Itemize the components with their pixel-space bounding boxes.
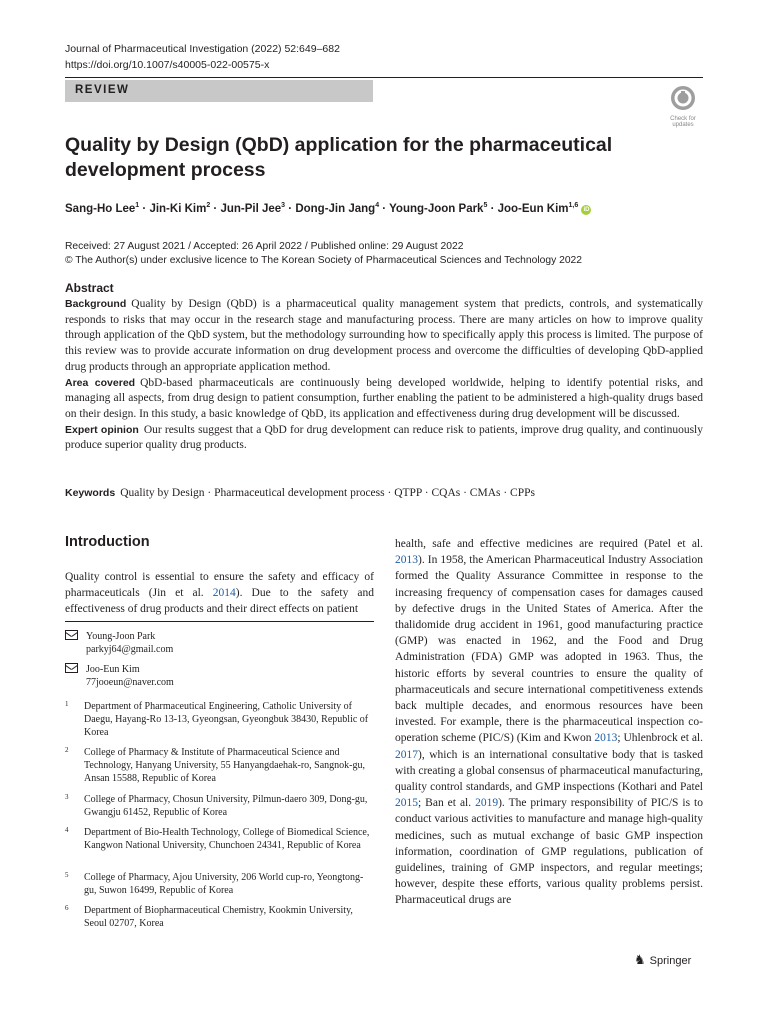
author-separator: ·	[379, 202, 390, 215]
affiliation	[65, 826, 374, 852]
update-check-icon	[670, 85, 696, 111]
text-run: ). Due to the safety and effectiveness of drug products and their direct effects on patient	[65, 587, 375, 616]
article-title: Quality by Design (QbD) application for the pharmaceutical development process	[65, 134, 613, 181]
affiliation-text: College of Pharmacy & Institute of Pharmaceutical Science and Technology, Hanyang University, 55 Hanyangdaehak-ro, Sangnok-gu, Ansan 15588, Republic of Korea	[84, 747, 365, 784]
contact-author-1	[65, 630, 374, 656]
author-name[interactable]: Sang-Ho Lee	[65, 202, 136, 215]
affiliation-number: 1	[65, 700, 69, 708]
expert-label: Expert opinion	[65, 423, 139, 436]
author-name[interactable]: Jin-Ki Kim	[149, 202, 207, 215]
author-affiliation-number: 1,6	[568, 202, 579, 209]
citation-link[interactable]: 2019	[475, 797, 499, 810]
contact-email[interactable]: parkyj64@gmail.com	[86, 644, 174, 655]
affiliation-number: 2	[65, 746, 69, 754]
intro-left-paragraph	[65, 569, 374, 618]
text-run: ; Uhlenbrock et al.	[617, 732, 703, 745]
affiliation-number: 6	[65, 904, 69, 912]
journal-citation: Journal of Pharmaceutical Investigation (2022) 52:649–682	[65, 43, 340, 55]
author-separator: ·	[210, 202, 221, 215]
abstract-background	[65, 297, 703, 376]
affiliation	[65, 871, 374, 897]
affiliation-text: Department of Biopharmaceutical Chemistry, Kookmin University, Seoul 02707, Korea	[84, 905, 353, 929]
affiliation	[65, 793, 374, 819]
publisher-footer	[634, 952, 691, 968]
keywords-label: Keywords	[65, 487, 116, 499]
author-separator: ·	[487, 202, 498, 215]
intro-right-paragraph	[395, 536, 703, 909]
publisher-name: Springer	[649, 955, 692, 967]
expert-text: Our results suggest that a QbD for drug development can reduce risk to patients, improve drug quality, and continuously produce superior quality drug products.	[65, 423, 704, 452]
keywords	[65, 487, 535, 499]
text-run: ). The primary responsibility of PIC/S is to conduct various activities to manufacture and manage high-quality medicines, such as mutual exchange of basic GMP inspection information, coordination of GMP regulations, publication of guidelines, training of GMP inspectors, and regular meetings; however, despite these efforts, various quality problems persist. Pharmaceutical drugs are	[395, 797, 703, 907]
author-name[interactable]: Dong-Jin Jang	[295, 202, 376, 215]
affiliation-number: 5	[65, 871, 69, 879]
introduction-heading: Introduction	[65, 534, 150, 550]
text-run: health, safe and effective medicines are required (Patel et al.	[395, 538, 703, 550]
journal-header	[65, 41, 340, 73]
author-name[interactable]: Jun-Pil Jee	[220, 202, 282, 215]
author-separator: ·	[285, 202, 296, 215]
contact-name: Joo-Eun Kim	[86, 664, 140, 675]
badge-text-2: updates	[672, 122, 694, 128]
author-affiliation-number: 5	[483, 202, 488, 209]
copyright-notice: © The Author(s) under exclusive licence to The Korean Society of Pharmaceutical Sciences and Technology 2022	[65, 255, 583, 266]
affiliation-text: Department of Pharmaceutical Engineering, Catholic University of Daegu, Hayang-Ro 13-13, Gyeongsan, Gyeongbuk 38430, Republic of Korea	[84, 701, 369, 738]
publication-dates	[65, 240, 582, 268]
affiliation-number: 3	[65, 793, 69, 801]
abstract-body	[65, 297, 703, 454]
area-label: Area covered	[65, 376, 136, 389]
affiliation	[65, 904, 374, 930]
area-text: QbD-based pharmaceuticals are continuously being developed worldwide, helping to identify potential risks, and managing all aspects, from drug design to patient consumption, further enabling the patient to be administered a high-quality drugs based on their design. In this study, a basic knowledge of QbD, its application and effectiveness during drug development will be discussed.	[65, 376, 703, 420]
citation-link[interactable]: 2013	[594, 732, 618, 745]
contact-email[interactable]: 77jooeun@naver.com	[86, 677, 174, 688]
affiliation-text: Department of Bio-Health Technology, College of Biomedical Science, Kangwon National University, Chunchoen 24341, Republic of Korea	[84, 827, 370, 851]
author-affiliation-number: 2	[206, 202, 211, 209]
text-run: ; Ban et al.	[418, 797, 476, 810]
footnote-divider	[65, 621, 374, 622]
doi-link[interactable]: https://doi.org/10.1007/s40005-022-00575-x	[65, 59, 270, 71]
citation-link[interactable]: 2015	[395, 797, 418, 810]
author-affiliation-number: 4	[375, 202, 380, 209]
badge-text-1: Check for	[670, 116, 696, 122]
citation-link[interactable]: 2017	[395, 748, 418, 761]
author-name[interactable]: Young-Joon Park	[389, 202, 484, 215]
affiliation-number: 4	[65, 826, 69, 834]
keywords-text: Quality by Design · Pharmaceutical development process · QTPP · CQAs · CMAs · CPPs	[120, 487, 535, 499]
background-label: Background	[65, 298, 127, 310]
author-name[interactable]: Joo-Eun Kim	[497, 202, 569, 215]
orcid-icon[interactable]: iD	[583, 206, 590, 213]
citation-link[interactable]: 2014	[212, 587, 236, 600]
text-run: ). In 1958, the American Pharmaceutical Industry Association formed the Quality Assurance Committee in response to the increasing frequency of compensation cases for damages caused by defective drugs in the United States of America. After the thalidomide drug accident in 1961, good manufacturing practice (GMP) was enacted in 1962, and the Food and Drug Administration (FDA) GMP was adopted in 1963. Thus, the historic efforts by several countries to ensure the quality of pharmaceuticals and secure international competitiveness extends back multiple decades, and enormous resources have been invested. For example, there is the pharmaceutical inspection co-operation scheme (PIC/S) (Kim and Kwon	[395, 554, 703, 745]
envelope-icon	[65, 663, 78, 673]
text-run: Quality control is essential to ensure the safety and efficacy of pharmaceuticals (Jin et al.	[65, 571, 374, 600]
contact-name: Young-Joon Park	[86, 631, 156, 642]
springer-logo-icon: ♞	[634, 952, 646, 967]
affiliation	[65, 746, 374, 785]
check-for-updates-badge[interactable]	[664, 85, 702, 128]
abstract-area	[65, 376, 703, 423]
abstract-expert	[65, 423, 703, 454]
contact-author-2	[65, 663, 374, 689]
author-list	[65, 202, 591, 215]
affiliation-text: College of Pharmacy, Chosun University, Pilmun-daero 309, Dong-gu, Gwangju 61452, Republic of Korea	[84, 794, 368, 818]
section-label: REVIEW	[75, 84, 130, 96]
author-affiliation-number: 3	[281, 202, 286, 209]
envelope-icon	[65, 630, 78, 640]
author-affiliation-number: 1	[135, 202, 140, 209]
abstract-heading: Abstract	[65, 281, 114, 295]
author-separator: ·	[139, 202, 150, 215]
header-rule	[65, 77, 703, 78]
text-run: ), which is an international consultative body that is tasked with creating a global consensus of pharmaceutical manufacturing, quality control standards, and GMP inspections (Kothari and Patel	[395, 748, 703, 794]
background-text: Quality by Design (QbD) is a pharmaceutical quality management system that predicts, controls, and systematically responds to risks that may occur in the research stage and manufacturing process. There are many articles on how to improve quality through application of the QbD system, but the methodology surrounding how to specifically apply this process is limited. The purpose of this review was to provide accurate information on drug development process and overcome the difficulties of developing QbD-applied drug products through an appropriate application method.	[65, 298, 703, 373]
history-dates: Received: 27 August 2021 / Accepted: 26 April 2022 / Published online: 29 August 2022	[65, 241, 464, 252]
citation-link[interactable]: 2013	[395, 554, 418, 567]
section-banner	[65, 80, 373, 102]
affiliation-text: College of Pharmacy, Ajou University, 206 World cup-ro, Yeongtong-gu, Suwon 16499, Republic of Korea	[84, 872, 364, 896]
affiliation	[65, 700, 374, 739]
